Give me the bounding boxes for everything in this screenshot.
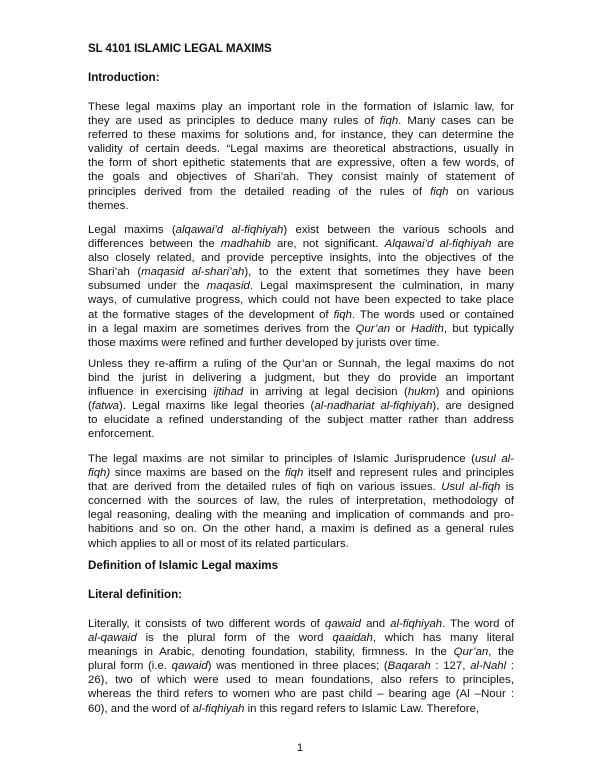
text-run: are (491, 238, 515, 251)
paragraph-line (88, 673, 514, 687)
paragraph-line (88, 702, 514, 716)
text-run: : (506, 660, 514, 673)
paragraph (88, 100, 514, 213)
text-run: legal reasoning, dealing with the meaning and implication of commands and pro- (88, 509, 514, 522)
text-run: . The words used or contained (351, 308, 514, 321)
text-run: . The word of (442, 618, 514, 630)
paragraph-line (88, 494, 514, 508)
text-run: also closely related, and provide perceptive insights, into the objectives of the (88, 252, 514, 265)
italic-term: fiqh) (88, 467, 111, 480)
paragraph-line (88, 322, 514, 336)
text-run: validity of certain deeds. “Legal maxims are theoretical abstractions, usually in (88, 143, 514, 156)
paragraph-line (88, 399, 514, 413)
paragraph-line (88, 251, 514, 265)
text-run: since maxims are based on the (110, 467, 285, 480)
text-run: plural form (i.e. (88, 660, 172, 673)
text-run: are, not significant. (270, 238, 385, 251)
paragraph (88, 452, 514, 551)
paragraph-line (88, 293, 514, 307)
text-run: ) and opinions (435, 386, 514, 399)
paragraph-line (88, 185, 514, 199)
paragraph-line (88, 427, 514, 441)
italic-term: Qur’an (355, 322, 391, 335)
text-run: These legal maxims play an important role in the formation of Islamic law, for (88, 101, 514, 113)
paragraph-line (88, 385, 514, 399)
italic-term: fiqh (379, 115, 399, 128)
italic-term: fiqh (284, 467, 304, 480)
italic-term: Usul al-fiqh (441, 481, 501, 494)
italic-term: fiqh (430, 185, 449, 198)
text-run: 60), and the word of (88, 702, 193, 715)
text-run: ), to the extent that sometimes they have been (244, 266, 514, 279)
text-run: , but typically (443, 322, 514, 335)
text-run: habitions and so on. On the other hand, a maxim is defined as a general rules (88, 523, 514, 536)
introduction-heading: Introduction: (88, 71, 160, 84)
italic-term: alqawai’d al-fiqhiyah (175, 224, 284, 236)
paragraph-line (88, 466, 514, 480)
paragraph-line (88, 142, 514, 156)
text-run: principles derived from the detailed reading of the rules of (88, 185, 431, 198)
paragraph-line (88, 156, 514, 170)
italic-term: al-fiqhiyah (390, 618, 443, 630)
text-run: ). Legal maxims like legal theories ( (119, 400, 315, 413)
paragraph-line (88, 645, 514, 659)
italic-term: al-fiqhiyah (192, 702, 245, 715)
paragraph-line (88, 100, 514, 114)
italic-term: fiqh (333, 308, 352, 321)
text-run: on various (448, 185, 514, 198)
text-run: enforcement. (88, 428, 155, 441)
text-run: ) exist between the various schools and (283, 224, 515, 236)
paragraph-line (88, 114, 514, 128)
text-run: . Legal maximspresent the culmination, in many (249, 280, 514, 293)
text-run: and (361, 618, 391, 630)
text-run: to elucidate a refined understanding of the subject matter rather than address (88, 414, 514, 427)
page-number: 1 (296, 742, 304, 754)
course-title: SL 4101 ISLAMIC LEGAL MAXIMS (88, 42, 272, 55)
paragraph-line (88, 617, 514, 631)
italic-term: al-qawaid (88, 632, 137, 645)
paragraph-line (88, 480, 514, 494)
text-run: in this regard refers to Islamic Law. Therefore, (244, 702, 480, 715)
text-run: Legal maxims ( (88, 224, 176, 236)
text-run: The legal maxims are not similar to principles of Islamic Jurisprudence ( (88, 453, 475, 465)
paragraph (88, 617, 514, 716)
paragraph-line (88, 508, 514, 522)
text-run: . Many cases can be (398, 115, 514, 128)
paragraph-line (88, 128, 514, 142)
text-run: itself and represent rules and principles (303, 467, 514, 480)
italic-term: Qur’an (453, 646, 489, 659)
paragraph-line (88, 265, 514, 279)
text-run: is the plural form of the word (136, 632, 333, 645)
paragraph-line (88, 452, 514, 466)
paragraph-line (88, 371, 514, 385)
paragraph-line (88, 170, 514, 184)
italic-term: Hadith (410, 322, 444, 335)
italic-term: hukm (407, 386, 436, 399)
literal-definition-heading: Literal definition: (88, 588, 183, 601)
text-run: 26), two of which were used to mean foundations, also refers to principles, (88, 674, 514, 687)
text-run: those maxims were refined and further developed by jurists over time. (88, 336, 440, 349)
text-run: Unless they re-affirm a ruling of the Qur’an or Sunnah, the legal maxims do not (88, 358, 514, 370)
paragraph-line (88, 336, 514, 350)
text-run: referred to these maxims for solutions and, for instance, they can determine the (88, 129, 514, 142)
text-run: ), are designed (432, 400, 514, 413)
text-run: which applies to all or most of its related particulars. (88, 537, 349, 550)
text-run: or (390, 322, 411, 335)
definition-heading: Definition of Islamic Legal maxims (88, 559, 279, 572)
text-run: the goals and objectives of Shari’ah. They consist mainly of statement of (88, 171, 514, 184)
italic-term: al-Nahl (470, 660, 507, 673)
paragraph-line (88, 279, 514, 293)
text-run: meanings in Arabic, denoting foundation, stability, firmness. In the (88, 646, 454, 659)
text-run: at the formative stages of the development of (88, 308, 334, 321)
text-run: ways, of cumulative progress, which could not have been expected to take place (88, 294, 514, 307)
italic-term: usul al- (474, 453, 514, 465)
italic-term: qawaid (171, 660, 208, 673)
paragraph-line (88, 223, 514, 237)
italic-term: Baqarah (387, 660, 431, 673)
text-run: they are used as principles to deduce many rules of (88, 115, 380, 128)
text-run: : 127, (430, 660, 471, 673)
italic-term: ijtihad (213, 386, 244, 399)
text-run: themes. (88, 199, 129, 212)
paragraph (88, 223, 514, 350)
text-run: the form of short epithetic statements that are expressive, often a few words, of (88, 157, 514, 170)
text-run: ) was mentioned in three places; ( (207, 660, 388, 673)
paragraph-line (88, 357, 514, 371)
text-run: that are derived from the detailed rules of fiqh on various issues. (88, 481, 442, 494)
paragraph-line (88, 199, 514, 213)
text-run: differences between the (88, 238, 221, 251)
italic-term: fatwa (91, 400, 120, 413)
text-run: , the (488, 646, 514, 659)
italic-term: Alqawai’d al-fiqhiyah (384, 238, 492, 251)
paragraph-line (88, 308, 514, 322)
text-run: concerned with the sources of law, the rules of interpretation, methodology of (88, 495, 514, 508)
text-run: ( (88, 400, 92, 413)
text-run: , which has many literal (372, 632, 514, 645)
text-run: Literally, it consists of two different words of (88, 618, 325, 630)
text-run: subsumed under the (88, 280, 207, 293)
paragraph-line (88, 522, 514, 536)
paragraph-line (88, 687, 514, 701)
paragraph-line (88, 659, 514, 673)
text-run: influence in exercising (88, 386, 214, 399)
paragraph-line (88, 237, 514, 251)
paragraph-line (88, 537, 514, 551)
paragraph (88, 357, 514, 442)
italic-term: qaaidah (332, 632, 373, 645)
text-run: Shari’ah ( (88, 266, 142, 279)
paragraph-line (88, 413, 514, 427)
text-run: bind the jurist in delivering a judgment, but they do provide an important (88, 372, 514, 385)
italic-term: al-nadhariat al-fiqhiyah (314, 400, 433, 413)
italic-term: qawaid (324, 618, 362, 630)
italic-term: maqasid al-shari’ah (141, 266, 245, 279)
text-run: is (500, 481, 514, 494)
italic-term: maqasid (206, 280, 250, 293)
text-run: in a legal maxim are sometimes derives from the (88, 322, 356, 335)
italic-term: madhahib (220, 238, 271, 251)
paragraph-line (88, 631, 514, 645)
text-run: whereas the third refers to women who are past child – bearing age (Al –Nour : (88, 688, 514, 701)
text-run: in arriving at legal decision ( (243, 386, 408, 399)
